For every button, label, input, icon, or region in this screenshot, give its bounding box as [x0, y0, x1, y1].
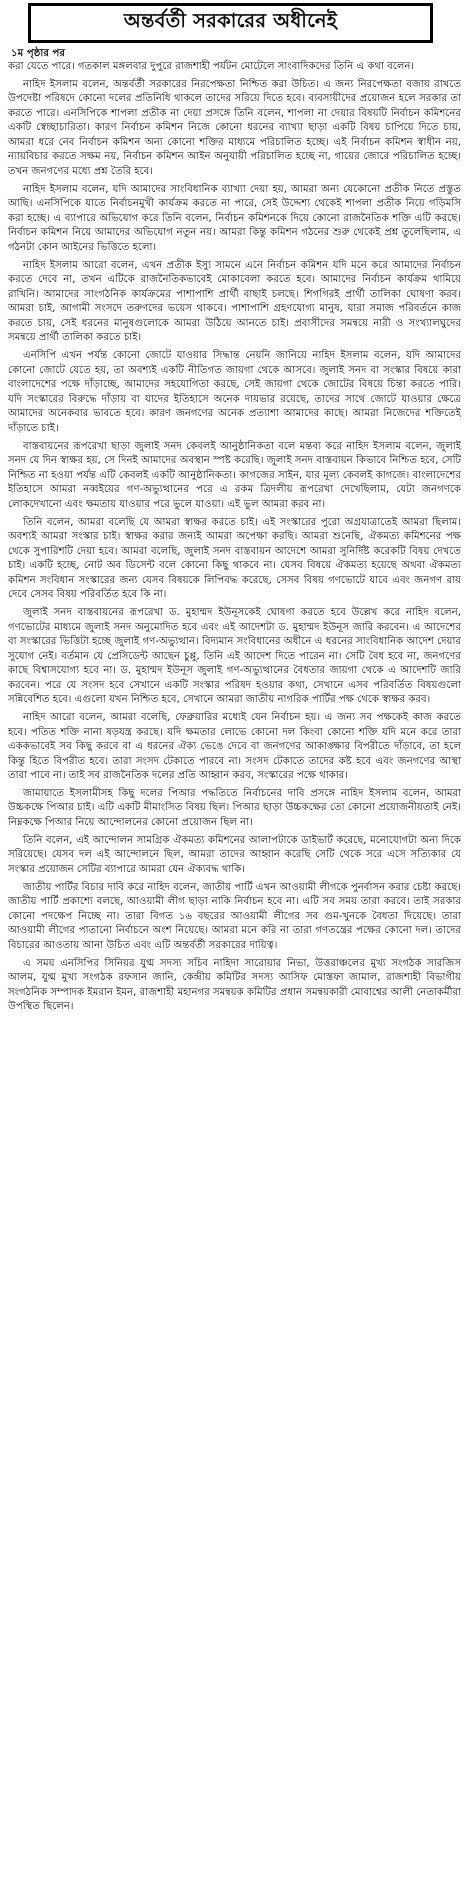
article-paragraph: করা যেতে পারে। গতকাল মঙ্গলবার দুপুরে রাজশাহী পর্যটন মোটেলে সাংবাদিকদের তিনি এ কথা বলেন। — [8, 61, 415, 72]
article-paragraph: নাহিদ ইসলাম বলেন, যদি আমাদের সাংবিধানিক ব্যাখ্যা দেয়া হয়, আমরা অন্য যেকোনো প্রতীক নিতে প্রস্তুত আছি। এনসিপিকে যাতে নির্বাচনমুখী কার্যক্রম করতে না পারে, সেই উদ্দেশ্য থেকেই শাপলা প্রতীক নিয়ে গড়িমসি করা হচ্ছে। এ ব্যাপারে অভিযোগ করে তিনি বলেন, নির্বাচন কমিশনকে দিয়ে কোনো রাজনৈতিক শক্তি এটি করছে। নির্বাচন কমিশন নিয়ে আমাদের অভিযোগ নতুন নয়। আমরা কিন্তু কমিশন গঠনের শুরু থেকেই প্রশ্ন তুলেছিলাম, এ গঠনটা কোন আইনের ভিত্তিতে হলো। — [8, 183, 461, 253]
article-paragraph: জামায়াতে ইসলামীসহ কিছু দলের পিআর পদ্ধতিতে নির্বাচনের দাবি প্রসঙ্গে নাহিদ ইসলাম বলেন, আমরা উচ্চকক্ষে পিআর চাই। এটি একটি মীমাংসিত বিষয় ছিল। পিআর ছাড়া উচ্চকক্ষের তো কোনো প্রয়োজনীয়তাই নেই। নিম্নকক্ষে পিআর নিয়ে আন্দোলনের কোনো প্রয়োজন ছিল না। — [8, 787, 461, 829]
article-paragraph: জাতীয় পার্টির বিচার দাবি করে নাহিদ বলেন, জাতীয় পার্টি এখন আওয়ামী লীগকে পুনর্বাসন করার চেষ্টা করছে। জাতীয় পার্টি প্রকাশ্যে বলছে, আওয়ামী লীগ ছাড়া নাকি নির্বাচন হবে না। এটি সব সময় তারা করবে। তাই সরকার কোনো পদক্ষেপ নিচ্ছে না। তারা বিগত ১৬ বছরের আওয়ামী লীগের সব গুম-খুনকে বৈধতা দিয়েছে। তারা আওয়ামী লীগের পাতানো নির্বাচনে অংশ নিয়েছে। আমরা মনে করি না তারা গণতন্ত্রের পক্ষের কোনো দল। তাদের বিচারের আওতায় আনা উচিত এবং এটি অন্তর্বর্তী সরকারের দায়িত্ব। — [8, 881, 461, 951]
article-paragraph: বাস্তবায়নের রূপরেখা ছাড়া জুলাই সনদ কেবলই আনুষ্ঠানিকতা বলে মন্তব্য করে নাহিদ ইসলাম বলেন, জুলাই সনদ যে দিন স্বাক্ষর হয়, সে দিনই আমাদের অবস্থান স্পষ্ট করেছি। জুলাই সনদ বাস্তবায়ন কিভাবে নিশ্চিত হবে, সেটি নিশ্চিত না হওয়া পর্যন্ত এটি কেবলই একটি আনুষ্ঠানিকতা। কাগজের সাইন, যার মূল্য কেবলই কাগজে। বাংলাদেশের ইতিহাসে আমরা নব্বইয়ের গণ-অভ্যুত্থানের পরে এ রকম ত্রিদলীয় রূপরেখা দেখেছিলাম, যেটা জনগণকে লোকদেখানো এবং ক্ষমতায় যাওয়ার পরে ভুলে যাওয়া। এই ভুল আমরা করব না। — [8, 440, 461, 510]
article-paragraph: এনসিপি এখন পর্যন্ত কোনো জোটে যাওয়ার সিদ্ধান্ত নেয়নি জানিয়ে নাহিদ ইসলাম বলেন, যদি আমাদের কোনো জোটে যেতে হয়, তা অবশ্যই একটি নীতিগত জায়গা থেকে আসবে। জুলাই সনদ বা সংস্কার বিষয়ে কারা বাংলাদেশের পক্ষে দাঁড়াচ্ছে, আমাদের সহযোগিতা করছে, সেই জায়গা থেকে জোটের বিষয়ে চিন্তা করতে পারি। যদি সংস্কারের বিরুদ্ধে দাঁড়ায় বা যাদের ইতিহাসে অনেক দায়ভার রয়েছে, তাদের সাথে জোটে যাওয়ার ক্ষেত্রে আমাদের অনেকবার ভাবতে হবে। কারণ জনগণের অনেক প্রত্যাশা আমাদের কাছে। আমরা নিজেদের শক্তিতেই দাঁড়াতে চাই। — [8, 350, 461, 434]
article-paragraph: নাহিদ ইসলাম বলেন, অন্তর্বর্তী সরকারের নিরপেক্ষতা নিশ্চিত করা উচিত। এ জন্য নিরপেক্ষতা বজায় রাখতে উপদেষ্টা পরিষদে কোনো দলের প্রতিনিধি থাকলে তাদের সরিয়ে দিতে হবে। ব্যবসায়ীদের প্রয়োজন হলে সরকার তা করতে পারে। এনসিপিকে শাপলা প্রতীক না দেয়া প্রসঙ্গে তিনি বলেন, শাপলা না দেয়ার বিষয়টি নির্বাচন কমিশনের একটি স্বেচ্ছাচারিতা। কারণ নির্বাচন কমিশন নিজে কোনো ধরনের ব্যাখ্যা ছাড়া একটি বিষয় চাপিয়ে দিতে চায়, আমরা ধরে নেব নির্বাচন কমিশন অন্য কোনো শক্তির মাধ্যমে পরিচালিত হচ্ছে। এই নির্বাচন কমিশন স্বাধীন নয়, ন্যায়বিচার করতে সক্ষম নয়, নির্বাচন কমিশন আইন অনুযায়ী পরিচালিত হচ্ছে না, গায়ের জোরে পরিচালিত হচ্ছে। তখন জনগণের মধ্যে প্রশ্ন তৈরি হবে। — [8, 78, 461, 178]
article-paragraph: তিনি বলেন, আমরা বলেছি যে আমরা স্বাক্ষর করতে চাই। এই সংস্কারের পুরো অগ্রযাত্রাতেই আমরা ছিলাম। অবশ্যই আমরা সংস্কার চাই। স্বাক্ষর করার জন্যই আমরা অপেক্ষা করছি। আমরা শুনেছি, ঐকমত্য কমিশনের পক্ষ থেকে সুপারিশটি দেয়া হবে। আমরা বলেছি, জুলাই সনদ বাস্তবায়ন আদেশে আমরা সুনির্দিষ্ট করেকটি বিষয় দেখতে চাই। একটি হচ্ছে, নোট অব ডিসেন্ট বলে কোনো কিছু থাকবে না। যেসব বিষয়ে ঐকমত্য হয়েছে অথবা ঐকমত্য কমিশন সংবিধান সংস্কারের জন্য যেসব বিষয়কে লিপিবদ্ধ করেছে, সেসব বিষয় গণভোটে যাবে এবং জনগণ রায় দেবে সেসব বিষয় পরিবর্তিত হবে কি না। — [8, 516, 461, 601]
article-body — [8, 60, 461, 1015]
article-paragraph: তিনি বলেন, এই আন্দোলন সামগ্রিক ঐকমত্য কমিশনের আলাপটাকে ডাইভার্ট করেছে, মনোযোগটা অন্য দিকে সরিয়েছে। যেসব দল এই আন্দোলনে ছিল, আমরা তাদের আহ্বান করেছি সেটি থেকে সরে এসে সত্যিকার যে সংস্কার প্রয়োজন সেটির ব্যাপারে আমরা যেন ঐক্যবদ্ধ থাকি। — [8, 834, 461, 875]
continued-from-label: ১ম পৃষ্ঠার পর — [11, 48, 65, 59]
newspaper-article — [0, 3, 469, 1886]
article-paragraph: এ সময় এনসিপির সিনিয়র যুগ্ম সদস্য সচিব নাহিদা সারোয়ার নিভা, উত্তরাঞ্চলের মুখ্য সংগঠক সারজিস আলম, যুগ্ম মুখ্য সংগঠক রফসান জানি, কেন্দ্রীয় কমিটির সদস্য আসিফ মোস্তফা জামাল, রাজশাহী বিভাগীয় সংগঠনিক সম্পাদক ইমরান ইমন, রাজশাহী মহানগর সমন্বয়ক কমিটির প্রধান সমন্বয়কারী মোবাশ্বের আলী নেতাকর্মীরা উপস্থিত ছিলেন। — [8, 957, 461, 1013]
article-paragraph: নাহিদ ইসলাম আরো বলেন, এখন প্রতীক ইস্যু সামনে এনে নির্বাচন কমিশন যদি মনে করে আমাদের নির্বাচন করতে দেবে না, তখন এটিকে রাজনৈতিকভাবেই মোকাবেলা করতে হবে। আমাদের নির্বাচন কার্যক্রম থামিয়ে রাখিনি। আমাদের সাংগঠনিক কার্যক্রমের পাশাপাশি প্রার্থী বাছাই চলছে। শিগগিরই প্রার্থী তালিকা ঘোষণা করব। আমরা চাই, আগামী সংসদে তরুণদের ভয়েস থাকবে। পাশাপাশি গ্রহণযোগ্য মানুষ, যারা সমাজ পরিবর্তনে কাজ করতে চায়, সেই ধরনের মানুষগুলোকে আমরা উঠিয়ে আনতে চাই। প্রবাসীদের সমন্বয়ে নারী ও সংখ্যালঘুদের সমন্বয়ে প্রার্থী তালিকা করতে চাই। — [8, 259, 462, 344]
article-paragraph: জুলাই সনদ বাস্তবায়নের রূপরেখা ড. মুহাম্মদ ইউনূসকেই ঘোষণা করতে হবে উল্লেখ করে নাহিদ বলেন, গণভোটের মাধ্যমে জুলাই সনদ অনুমোদিত হবে এবং এই আদেশটা ড. মুহাম্মদ ইউনূস জারি করবেন। এ আদেশের বা সংস্কারের ভিত্তিটা হচ্ছে জুলাই গণ-অভ্যুত্থান। বিদ্যমান সংবিধানের অধীনে এ ধরনের সাংবিধানিক আদেশ দেয়ার সুযোগ নেই। বর্তমান যে প্রেসিডেন্ট আছেন চুপ্পু, তিনি এই আদেশ দিতে পারেন না। সেটি বৈধ হবে না, জনগণের কাছে বিশ্বাসযোগ্য হবে না। ড. মুহাম্মদ ইউনূস জুলাই গণ-অভ্যুত্থানের বৈধতার জায়গা থেকে এ আদেশটি জারি করবেন। পরে যে সংসদ হবে সেখানে একটি সংস্কার পরিষদ হওয়ার কথা, সেখানে এসব পরিবর্তিত বিষয়গুলো সন্নিবেশিত হবে। এগুলো যখন নিশ্চিত হবে, সেখানে আমরা জাতীয় নাগরিক পার্টির পক্ষ থেকে স্বাক্ষর করব। — [8, 607, 461, 706]
headline: অন্তর্বর্তী সরকারের অধীনেই — [123, 9, 338, 32]
article-paragraph: নাহিদ আরো বলেন, আমরা বলেছি, ফেব্রুয়ারির মধ্যেই যেন নির্বাচন হয়। এ জন্য সব পক্ষকেই কাজ করতে হবে। পতিত শক্তি নানা ষড়যন্ত্র করছে। যদি ক্ষমতার লোভে কোনো দল কিংবা কোনো শক্তি যদি মনে করে তারা এককভাবেই সব কিছু করবে বা এ ধরনের ঐক্য ভেঙে দেবে বা জনগণের আকাঙ্ক্ষার বিপরীতে দাঁড়াবে, তা হলে কিন্তু হিতে বিপরীত হবে। তারা সংসদ টেকাতে পারবে না। সংসদ টেকাতে তাদের কষ্ট হবে এবং জনগণের আস্থা তারা পাবে না। তাই সব রাজনৈতিক দলের প্রতি আহ্বান করব, সংস্কারের পক্ষে থাকার। — [8, 712, 461, 782]
headline-box — [28, 3, 433, 43]
